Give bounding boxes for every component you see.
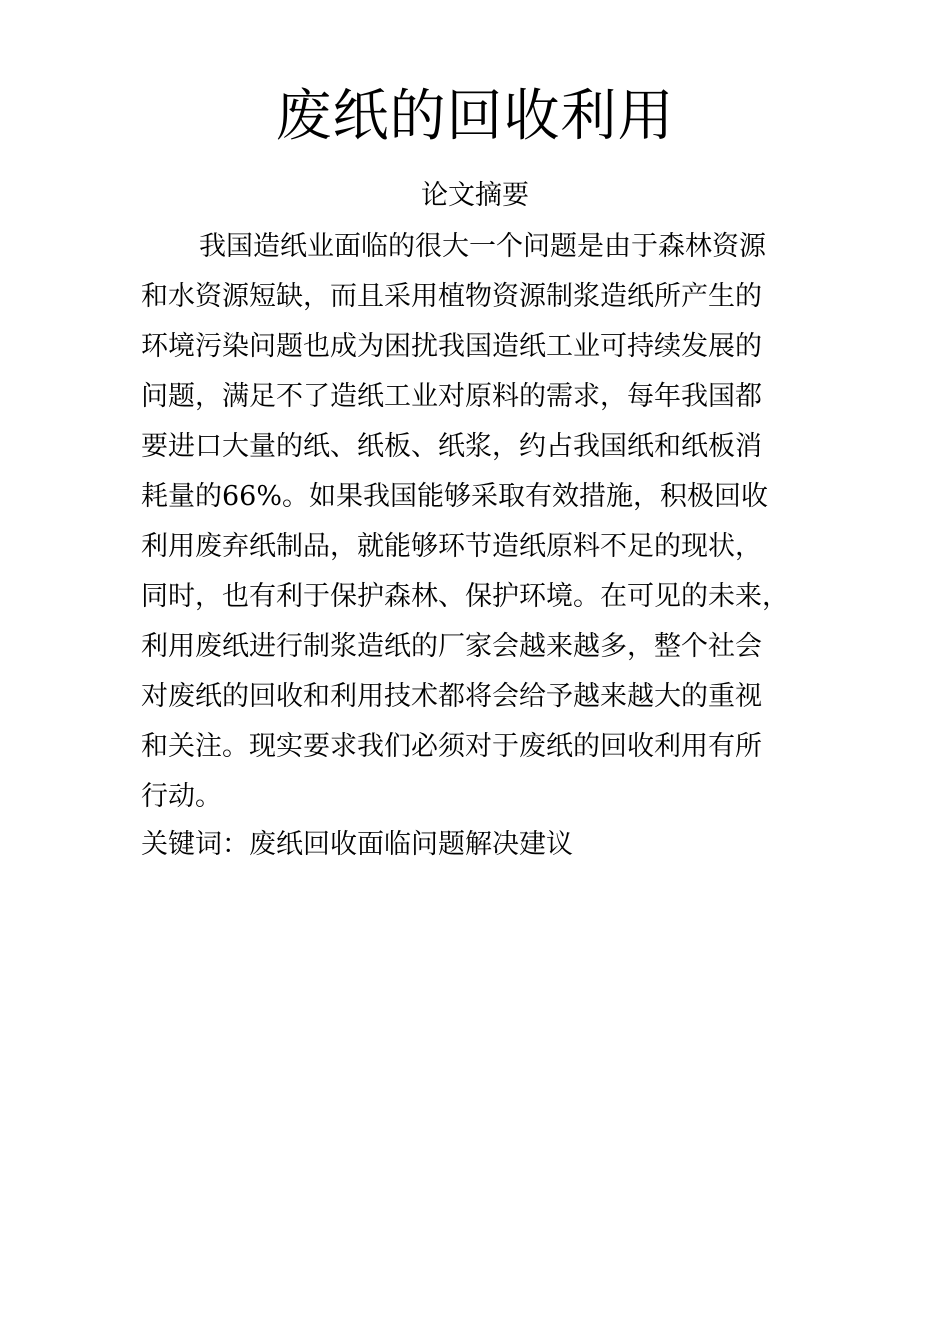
document-title: 废纸的回收利用 [275, 84, 675, 149]
abstract-line: 利用废弃纸制品，就能够环节造纸原料不足的现状， [141, 531, 762, 562]
abstract-line: 和关注。现实要求我们必须对于废纸的回收利用有所 [141, 731, 762, 762]
abstract-line: 环境污染问题也成为困扰我国造纸工业可持续发展的 [141, 331, 762, 362]
keywords-line: 关键词：废纸回收面临问题解决建议 [141, 829, 573, 860]
abstract-line: 要进口大量的纸、纸板、纸浆，约占我国纸和纸板消 [141, 431, 762, 462]
abstract-line: 同时，也有利于保护森林、保护环境。在可见的未来， [141, 581, 789, 612]
abstract-line: 行动。 [141, 781, 222, 812]
abstract-line: 问题，满足不了造纸工业对原料的需求，每年我国都 [141, 381, 762, 412]
abstract-line: 我国造纸业面临的很大一个问题是由于森林资源 [199, 231, 766, 262]
abstract-line: 耗量的66%。如果我国能够采取有效措施，积极回收 [141, 481, 769, 512]
abstract-line: 对废纸的回收和利用技术都将会给予越来越大的重视 [141, 681, 762, 712]
abstract-body [141, 222, 831, 822]
abstract-line: 和水资源短缺，而且采用植物资源制浆造纸所产生的 [141, 281, 762, 312]
abstract-heading: 论文摘要 [421, 180, 529, 211]
abstract-line: 利用废纸进行制浆造纸的厂家会越来越多，整个社会 [141, 631, 762, 662]
